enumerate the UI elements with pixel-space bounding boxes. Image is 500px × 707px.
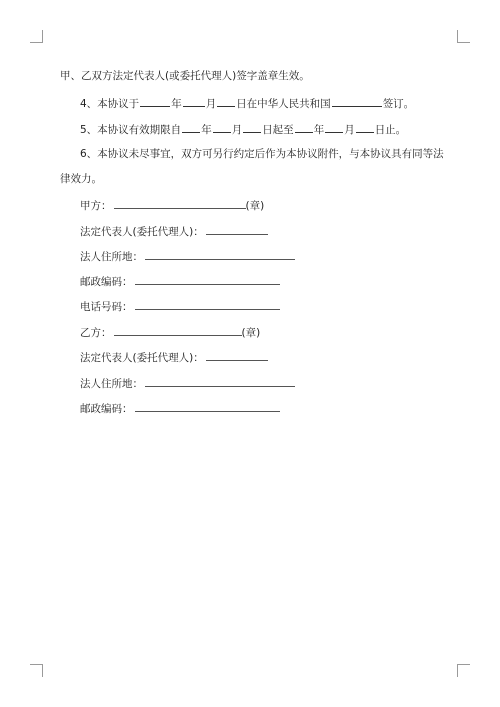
text-segment: 5、本协议有效期限自 [80,124,182,136]
blank-month[interactable] [183,96,205,107]
phone-a-input[interactable] [135,299,280,310]
paragraph-validity-period [80,122,445,137]
crop-mark-top-right [457,30,470,43]
address-b-label: 法人住所地： [80,378,143,390]
paragraph-signature-effect: 甲、乙双方法定代表人(或委托代理人)签字盖章生效。 [60,70,310,82]
paragraph-signing-date [80,96,445,111]
text-segment: 年 [201,124,212,136]
address-a-input[interactable] [145,249,295,260]
postal-b-label: 邮政编码： [80,403,133,415]
blank-end-year[interactable] [295,122,313,133]
blank-end-day[interactable] [356,122,374,133]
blank-start-year[interactable] [182,122,200,133]
text-segment: 月 [344,124,355,136]
postal-a-input[interactable] [135,274,280,285]
crop-mark-bottom-left [30,664,43,677]
address-b-row [80,376,445,391]
paragraph-supplementary: 6、本协议未尽事宜，双方可另行约定后作为本协议附件，与本协议具有同等法 [80,148,444,160]
crop-mark-bottom-right [457,664,470,677]
legal-rep-b-label: 法定代表人(委托代理人)： [80,352,204,364]
text-segment: 4、本协议于 [80,98,140,110]
address-b-input[interactable] [145,376,295,387]
text-segment: 年 [313,124,325,136]
party-b-label: 乙方： [80,327,112,339]
legal-rep-b-input[interactable] [206,350,268,361]
phone-a-label: 电话号码： [80,301,133,313]
postal-b-row [80,401,445,416]
blank-end-month[interactable] [325,122,343,133]
party-a-label: 甲方： [80,200,112,212]
postal-b-input[interactable] [135,401,280,412]
legal-rep-b-row [80,350,445,365]
text-segment: 日在中华人民共和国 [236,98,331,110]
address-a-row [80,249,445,264]
party-b-row [80,325,445,340]
legal-rep-a-row [80,224,445,239]
blank-day[interactable] [217,96,235,107]
text-segment: 年 [171,98,182,110]
party-a-seal: (章) [245,200,265,212]
party-a-input[interactable] [114,198,246,209]
blank-start-day[interactable] [243,122,261,133]
legal-rep-a-label: 法定代表人(委托代理人)： [80,226,204,238]
party-b-input[interactable] [114,325,242,336]
party-b-seal: (章) [241,327,261,339]
party-a-row [80,198,445,213]
legal-rep-a-input[interactable] [206,224,268,235]
postal-a-label: 邮政编码： [80,276,133,288]
blank-place[interactable] [332,96,382,107]
postal-a-row [80,274,445,289]
crop-mark-top-left [30,30,43,43]
text-segment: 月 [231,124,243,136]
text-segment: 日起至 [262,124,294,136]
text-segment: 签订。 [382,98,415,110]
phone-a-row [80,299,445,314]
blank-start-month[interactable] [213,122,231,133]
text-segment: 月 [205,98,217,110]
blank-year[interactable] [140,96,170,107]
address-a-label: 法人住所地： [80,251,143,263]
paragraph-supplementary-cont: 律效力。 [60,173,102,185]
text-segment: 日止。 [374,124,407,136]
